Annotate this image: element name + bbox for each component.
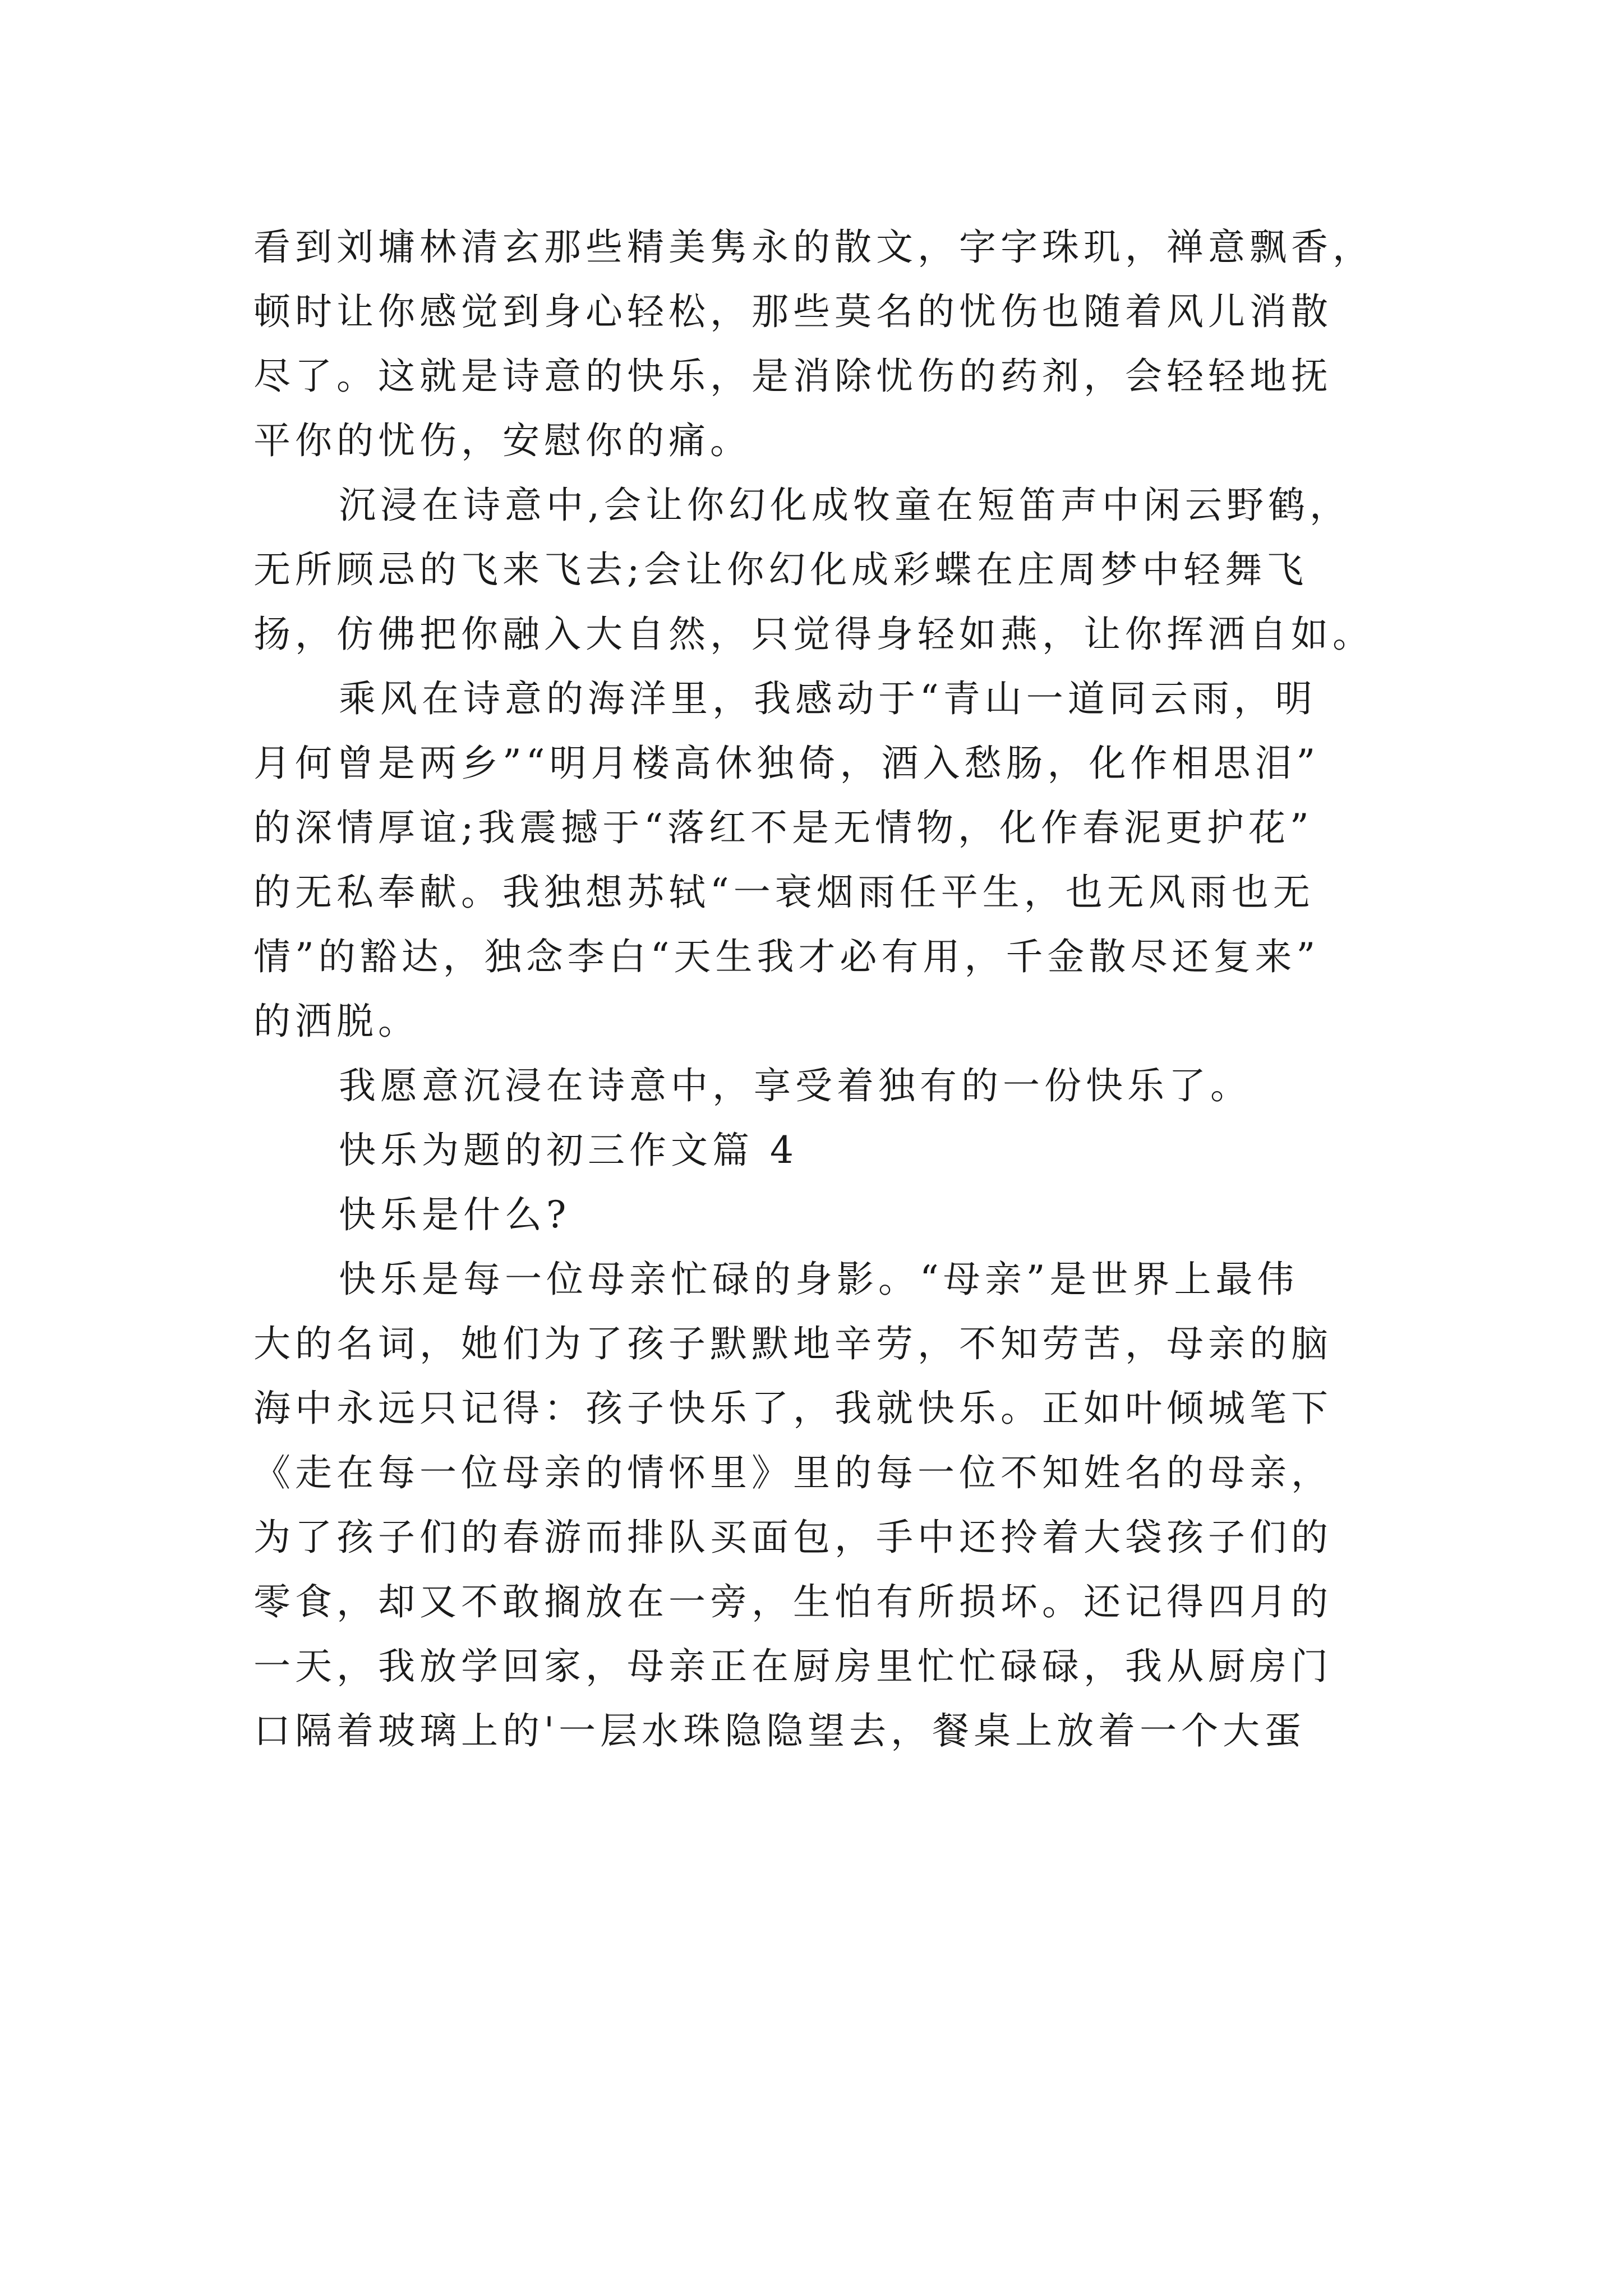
text-line: 沉浸在诗意中,会让你幻化成牧童在短笛声中闲云野鹤，	[339, 484, 1351, 527]
text-line: 扬，仿佛把你融入大自然，只觉得身轻如燕，让你挥洒自如。	[253, 613, 1374, 656]
text-line: 为了孩子们的春游而排队买面包，手中还拎着大袋孩子们的	[253, 1516, 1332, 1559]
text-line: 的洒脱。	[253, 1000, 419, 1043]
text-line: 的无私奉献。我独想苏轼“一衰烟雨任平生，也无风雨也无	[253, 871, 1315, 914]
text-line: 无所顾忌的飞来飞去;会让你幻化成彩蝶在庄周梦中轻舞飞	[253, 548, 1308, 591]
text-line: 的深情厚谊;我震撼于“落红不是无情物，化作春泥更护花”	[253, 806, 1313, 849]
section-heading: 快乐为题的初三作文篇 4	[339, 1129, 798, 1172]
text-line: 乘风在诗意的海洋里，我感动于“青山一道同云雨，明	[339, 677, 1317, 720]
text-line: 快乐是什么?	[339, 1193, 571, 1236]
text-line: 大的名词，她们为了孩子默默地辛劳，不知劳苦，母亲的脑	[253, 1322, 1332, 1365]
text-line: 看到刘墉林清玄那些精美隽永的散文，字字珠玑，禅意飘香，	[253, 226, 1374, 269]
text-line: 快乐是每一位母亲忙碌的身影。“母亲”是世界上最伟	[339, 1258, 1299, 1301]
text-line: 零食，却又不敢搁放在一旁，生怕有所损坏。还记得四月的	[253, 1580, 1332, 1623]
text-line: 一天，我放学回家，母亲正在厨房里忙忙碌碌，我从厨房门	[253, 1645, 1332, 1688]
text-line: 月何曾是两乡”“明月楼高休独倚，酒入愁肠，化作相思泪”	[253, 742, 1320, 785]
text-line: 尽了。这就是诗意的快乐，是消除忧伤的药剂，会轻轻地抚	[253, 355, 1332, 398]
text-line: 情”的豁达，独念李白“天生我才必有用，千金散尽还复来”	[253, 935, 1320, 978]
text-line: 口隔着玻璃上的'一层水珠隐隐望去，餐桌上放着一个大蛋	[253, 1709, 1306, 1752]
text-line: 海中永远只记得：孩子快乐了，我就快乐。正如叶倾城笔下	[253, 1387, 1332, 1430]
text-line: 顿时让你感觉到身心轻松，那些莫名的忧伤也随着风儿消散	[253, 290, 1332, 333]
text-line: 平你的忧伤，安慰你的痛。	[253, 419, 751, 462]
text-line: 我愿意沉浸在诗意中，享受着独有的一份快乐了。	[339, 1064, 1252, 1107]
text-line: 《走在每一位母亲的情怀里》里的每一位不知姓名的母亲，	[253, 1451, 1332, 1494]
document-body	[253, 215, 1375, 1763]
